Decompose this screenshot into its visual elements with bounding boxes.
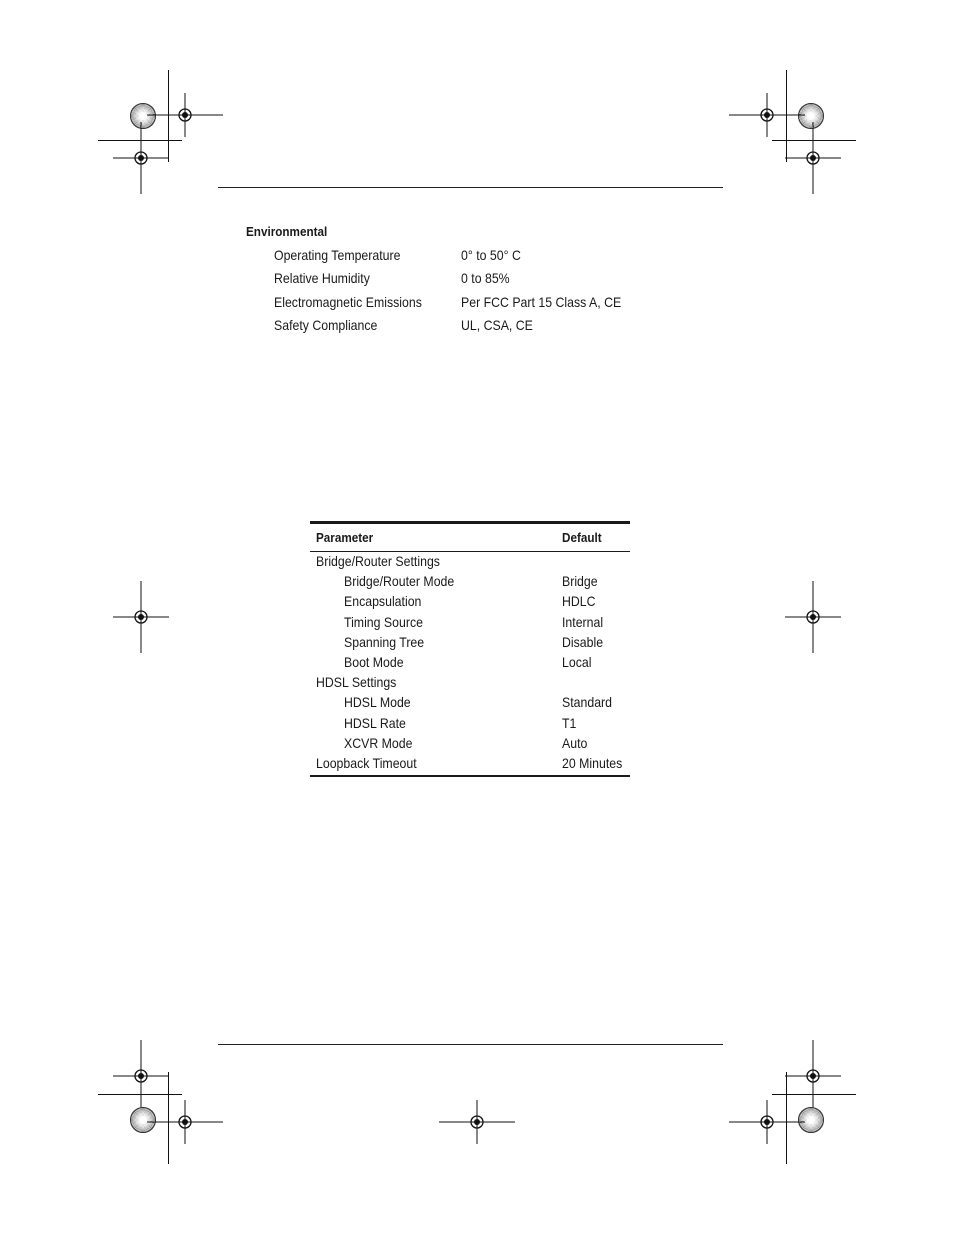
table-row [310,552,630,572]
default-cell: Internal [562,613,604,630]
registration-mark-icon [785,122,841,194]
parameter-cell: HDSL Mode [344,694,411,711]
crop-mark [772,1094,856,1095]
spec-value: 0 to 85% [461,270,510,287]
spec-value: Per FCC Part 15 Class A, CE [461,293,622,310]
default-cell: Auto [562,734,588,751]
table-row [310,613,630,633]
registration-mark-icon [729,93,805,137]
table-row [310,754,630,774]
default-cell: HDLC [562,593,596,610]
table-header [310,524,630,552]
table-body [310,552,630,775]
color-target-icon [798,1107,824,1133]
spec-label: Operating Temperature [274,247,401,263]
header-rule [218,187,723,188]
group-heading-cell: HDSL Settings [316,674,397,691]
table-row [310,693,630,713]
parameter-cell: Timing Source [344,613,423,630]
color-target-icon [130,1107,156,1133]
header-default: Default [562,530,602,545]
defaults-table [310,521,630,777]
crop-mark [786,1072,787,1164]
crop-mark [168,1072,169,1164]
spec-label: Relative Humidity [274,270,370,287]
header-parameter: Parameter [316,530,374,545]
spec-value: 0° to 50° C [461,247,521,263]
default-cell: 20 Minutes [562,754,623,771]
table-row [310,734,630,754]
spec-label: Electromagnetic Emissions [274,293,422,310]
table-row [310,673,630,693]
table-row [310,653,630,673]
default-cell: Standard [562,694,613,711]
footer-rule [218,1044,723,1045]
crop-mark [168,70,169,162]
registration-mark-icon [439,1100,515,1144]
default-cell: Bridge [562,573,598,590]
registration-mark-icon [113,122,169,194]
registration-mark-icon [113,581,169,653]
default-cell: Local [562,653,592,670]
spec-label: Safety Compliance [274,316,378,333]
parameter-cell: HDSL Rate [344,714,406,731]
registration-mark-icon [147,93,223,137]
parameter-cell: Bridge/Router Mode [344,573,455,590]
crop-mark [772,140,856,141]
environmental-heading: Environmental [246,224,328,239]
registration-mark-icon [113,1040,169,1112]
color-target-icon [130,103,156,129]
crop-mark [98,1094,182,1095]
parameter-cell: Encapsulation [344,593,422,610]
table-row [310,572,630,592]
table-row [310,592,630,612]
group-heading-cell: Loopback Timeout [316,754,417,771]
group-heading-cell: Bridge/Router Settings [316,553,440,569]
default-cell: Disable [562,633,604,650]
table-row [310,633,630,653]
registration-mark-icon [729,1100,805,1144]
crop-mark [98,140,182,141]
default-cell: T1 [562,714,577,731]
spec-value: UL, CSA, CE [461,316,533,333]
registration-mark-icon [785,581,841,653]
color-target-icon [798,103,824,129]
parameter-cell: Boot Mode [344,653,404,670]
parameter-cell: Spanning Tree [344,633,425,650]
crop-mark [786,70,787,162]
registration-mark-icon [147,1100,223,1144]
registration-mark-icon [785,1040,841,1112]
parameter-cell: XCVR Mode [344,734,413,751]
table-row [310,714,630,734]
